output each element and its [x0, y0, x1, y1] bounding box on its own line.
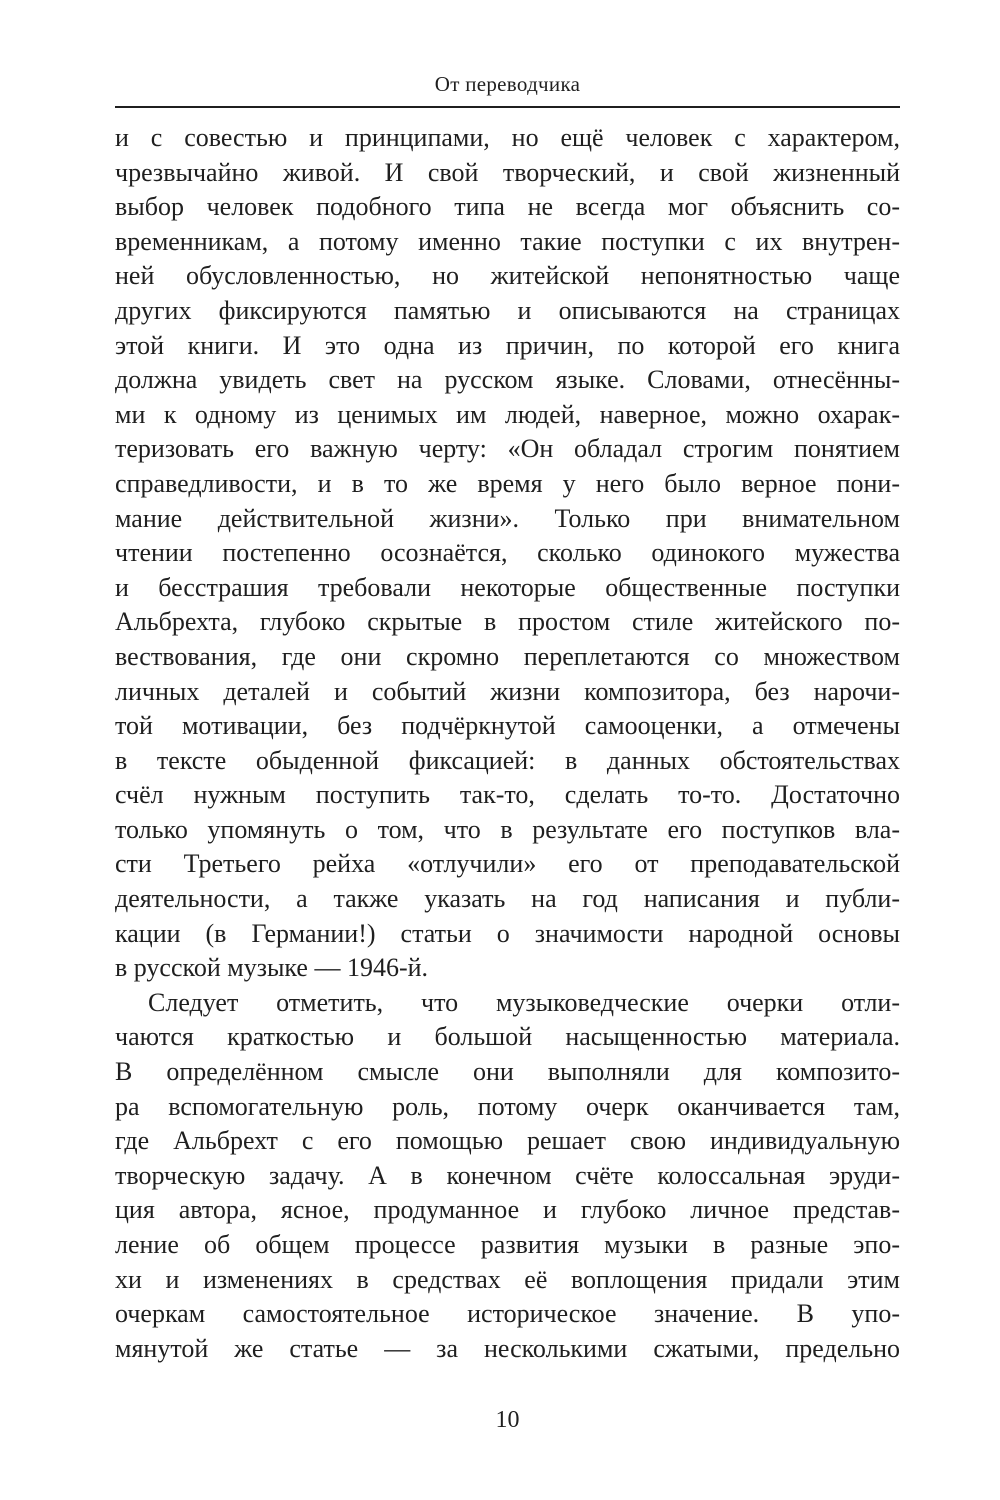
- text-line: счёл нужным поступить так-то, сделать то-то. Достаточно: [115, 780, 900, 810]
- text-line: и с совестью и принципами, но ещё человек с характером,: [115, 123, 900, 152]
- header-rule: [115, 106, 900, 108]
- text-line: вествования, где они скромно переплетаются со множеством: [115, 641, 900, 671]
- text-line: этой книги. И это одна из причин, по которой его книга: [115, 330, 900, 360]
- text-line: ра вспомогательную роль, потому очерк оканчивается там,: [115, 1091, 900, 1121]
- text-line: чаются краткостью и большой насыщенностью материала.: [115, 1022, 900, 1052]
- text-line: справедливости, и в то же время у него было верное пони-: [115, 468, 900, 498]
- running-head: От переводчика: [434, 72, 581, 96]
- text-line: той мотивации, без подчёркнутой самооценки, а отмечены: [115, 711, 900, 741]
- text-line: временникам, а потому именно такие поступки с их внутрен-: [115, 226, 900, 256]
- paragraph-1: [115, 121, 900, 986]
- body-text: [115, 121, 900, 1366]
- text-line: выбор человек подобного типа не всегда мог объяснить со-: [115, 192, 900, 222]
- text-line: теризовать его важную черту: «Он обладал строгим понятием: [115, 434, 900, 464]
- text-line: мание действительной жизни». Только при внимательном: [115, 503, 900, 533]
- text-line: кации (в Германии!) статьи о значимости народной основы: [115, 918, 900, 948]
- text-line: в тексте обыденной фиксацией: в данных обстоятельствах: [115, 745, 900, 775]
- text-line: деятельности, а также указать на год написания и публи-: [115, 884, 900, 914]
- text-line: хи и изменениях в средствах её воплощения придали этим: [115, 1264, 900, 1294]
- text-line: чрезвычайно живой. И свой творческий, и свой жизненный: [115, 157, 900, 187]
- text-line: только упомянуть о том, что в результате его поступков вла-: [115, 814, 900, 844]
- paragraph-2: [115, 986, 900, 1367]
- text-line: мянутой же статье — за несколькими сжатыми, предельно: [115, 1333, 900, 1363]
- text-line: ми к одному из ценимых им людей, наверное, можно охарак-: [115, 399, 900, 429]
- text-line: личных деталей и событий жизни композитора, без нарочи-: [115, 676, 900, 706]
- text-line: В определённом смысле они выполняли для композито-: [115, 1057, 900, 1087]
- text-line: Альбрехта, глубоко скрытые в простом стиле житейского по-: [115, 607, 900, 637]
- text-line: ней обусловленностью, но житейской непонятностью чаще: [115, 261, 900, 291]
- text-line: и бесстрашия требовали некоторые общественные поступки: [115, 572, 900, 602]
- text-line: где Альбрехт с его помощью решает свою индивидуальную: [115, 1126, 900, 1156]
- text-line: ление об общем процессе развития музыки в разные эпо-: [115, 1230, 900, 1259]
- text-line: должна увидеть свет на русском языке. Словами, отнесённы-: [115, 365, 900, 395]
- text-line: творческую задачу. А в конечном счёте колоссальная эруди-: [115, 1160, 900, 1190]
- text-line: очеркам самостоятельное историческое значение. В упо-: [115, 1299, 900, 1329]
- text-line: чтении постепенно осознаётся, сколько одинокого мужества: [115, 538, 900, 568]
- text-line: ция автора, ясное, продуманное и глубоко личное представ-: [115, 1195, 900, 1225]
- text-line: сти Третьего рейха «отлучили» его от преподавательской: [115, 849, 900, 879]
- page-number: 10: [495, 1407, 520, 1433]
- text-line: в русской музыке — 1946-й.: [115, 953, 429, 983]
- text-line: других фиксируются памятью и описываются на страницах: [115, 295, 900, 325]
- text-line: Следует отметить, что музыковедческие очерки отли-: [148, 987, 900, 1017]
